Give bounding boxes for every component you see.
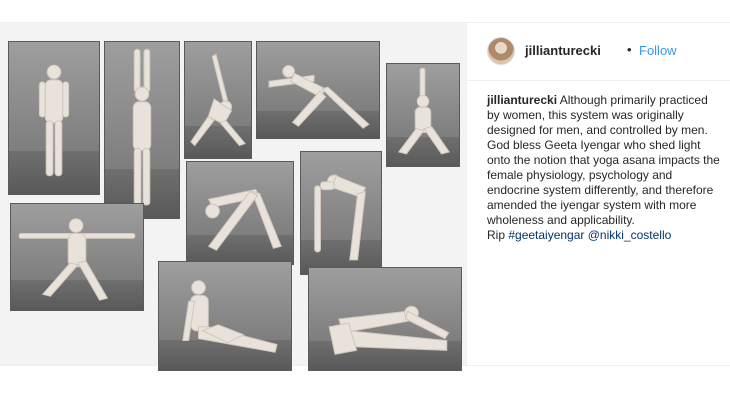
post-caption [487,93,723,243]
photo-triangle [184,41,252,159]
photo-arms-raised [104,41,180,219]
post-image[interactable] [0,23,466,365]
avatar[interactable] [487,37,515,65]
instagram-post [0,22,730,366]
standing-pose-icon [9,42,99,194]
photo-lunge [386,63,460,167]
username-link[interactable]: jillianturecki [525,43,601,58]
photo-extended-side-angle [256,41,380,139]
arms-raised-pose-icon [105,42,179,218]
photo-pyramid [186,161,294,265]
seated-forward-fold-pose-icon [309,268,461,370]
seated-twist-pose-icon [159,262,291,370]
photo-forward-bend [300,151,382,275]
photo-seated-forward-fold [308,267,462,371]
extended-side-angle-pose-icon [257,42,379,138]
mention-link[interactable]: @nikki_costello [587,228,672,242]
forward-bend-pose-icon [301,152,381,274]
separator-dot: • [627,42,632,57]
caption-rip-text: Rip [487,228,509,242]
triangle-pose-icon [185,42,251,158]
post-header [467,23,730,81]
follow-button[interactable]: Follow [639,43,677,58]
warrior-two-pose-icon [11,204,143,310]
hashtag-link[interactable]: #geetaiyengar [508,228,585,242]
caption-username-link[interactable]: jillianturecki [487,93,558,107]
lunge-pose-icon [387,64,459,166]
photo-seated-twist [158,261,292,371]
caption-text: Although primarily practiced by women, this system was originally designed for men, and controlled by men. God bless Geeta Iyengar who shed light onto the notion that yoga asana impacts the female physiology, psychology and endocrine system differently, and therefore amended the iyengar system with more wholeness and applicability. [487,93,720,227]
post-sidebar [466,23,730,365]
photo-standing [8,41,100,195]
pyramid-pose-icon [187,162,293,264]
photo-warrior-two [10,203,144,311]
